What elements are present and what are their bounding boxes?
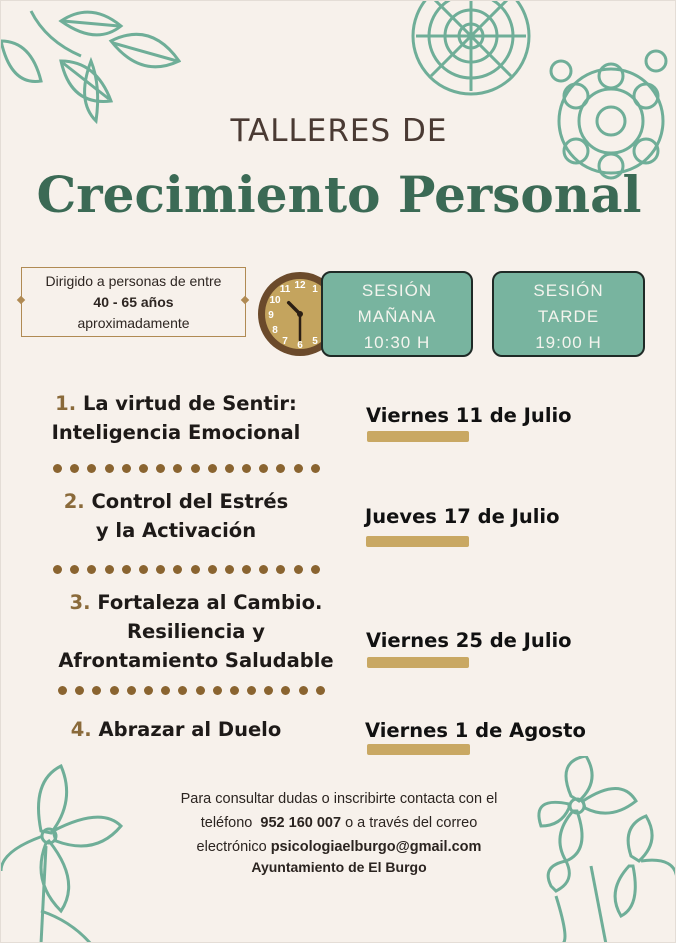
divider-dot <box>299 686 308 695</box>
divider-dot <box>225 464 234 473</box>
divider-dot <box>311 565 320 574</box>
workshop-2-title: 2. Control del Estrés y la Activación <box>63 490 289 542</box>
divider-dot <box>105 565 114 574</box>
workshop-2-date: Jueves 17 de Julio <box>365 505 560 528</box>
divider-dot <box>242 565 251 574</box>
date-underline-2 <box>366 536 469 547</box>
contact-info <box>101 787 577 859</box>
title-line-1: TALLERES DE <box>230 113 448 149</box>
divider-dot <box>144 686 153 695</box>
divider-dot <box>58 686 67 695</box>
divider-dot <box>208 464 217 473</box>
audience-box <box>21 267 246 337</box>
divider-dot <box>242 464 251 473</box>
date-underline-1 <box>367 431 469 442</box>
divider-dot <box>105 464 114 473</box>
divider-dot <box>208 565 217 574</box>
workshop-3-date: Viernes 25 de Julio <box>366 629 572 652</box>
date-underline-4 <box>367 744 470 755</box>
svg-text:5: 5 <box>312 336 318 347</box>
divider-dot <box>281 686 290 695</box>
divider-dot <box>87 464 96 473</box>
session-morning-time: 10:30 H <box>363 333 431 352</box>
divider-dot <box>110 686 119 695</box>
divider-dot <box>196 686 205 695</box>
session-morning-label1: SESIÓN <box>361 281 433 300</box>
divider-dot <box>294 464 303 473</box>
divider-dot <box>139 565 148 574</box>
workshop-3-title: 3. Fortaleza al Cambio. Resiliencia y Afrontamiento Saludable <box>58 591 334 672</box>
divider-dot <box>178 686 187 695</box>
dotted-divider-1 <box>53 464 328 473</box>
divider-dot <box>276 464 285 473</box>
date-underline-3 <box>367 657 469 668</box>
svg-text:6: 6 <box>297 340 303 351</box>
organizer: Ayuntamiento de El Burgo <box>251 859 427 875</box>
divider-dot <box>294 565 303 574</box>
divider-dot <box>213 686 222 695</box>
workshop-4-title: 4. Abrazar al Duelo <box>70 718 282 741</box>
dotted-divider-2 <box>53 565 328 574</box>
divider-dot <box>92 686 101 695</box>
divider-dot <box>122 464 131 473</box>
phone-number: 952 160 007 <box>260 815 342 831</box>
session-morning-label2: MAÑANA <box>357 307 437 326</box>
contact-line-1: Para consultar dudas o inscribirte contacta con el <box>180 791 498 807</box>
session-afternoon <box>492 271 645 357</box>
divider-dot <box>53 565 62 574</box>
svg-text:12: 12 <box>294 280 306 291</box>
divider-dot <box>70 464 79 473</box>
divider-dot <box>70 565 79 574</box>
divider-dot <box>247 686 256 695</box>
svg-text:7: 7 <box>282 336 288 347</box>
session-afternoon-label1: SESIÓN <box>533 281 604 300</box>
divider-dot <box>276 565 285 574</box>
divider-dot <box>87 565 96 574</box>
divider-dot <box>264 686 273 695</box>
audience-line-3: aproximadamente <box>77 315 190 331</box>
svg-text:8: 8 <box>272 325 278 336</box>
session-afternoon-time: 19:00 H <box>535 333 602 352</box>
svg-text:1: 1 <box>312 284 318 295</box>
divider-dot <box>156 565 165 574</box>
session-morning <box>321 271 473 357</box>
divider-dot <box>259 565 268 574</box>
divider-dot <box>316 686 325 695</box>
divider-dot <box>225 565 234 574</box>
workshop-1-title: 1. La virtud de Sentir: Inteligencia Emocional <box>51 392 301 444</box>
audience-line-1: Dirigido a personas de entre <box>45 273 222 289</box>
divider-dot <box>53 464 62 473</box>
workshop-4-date: Viernes 1 de Agosto <box>365 719 586 742</box>
svg-text:11: 11 <box>279 284 291 295</box>
svg-text:10: 10 <box>269 295 281 306</box>
contact-line-3: electrónico psicologiaelburgo@gmail.com <box>196 839 482 855</box>
divider-dot <box>122 565 131 574</box>
divider-dot <box>191 565 200 574</box>
audience-ages: 40 - 65 años <box>93 294 174 310</box>
divider-dot <box>191 464 200 473</box>
divider-dot <box>173 565 182 574</box>
session-afternoon-label2: TARDE <box>537 307 600 326</box>
title-line-2: Crecimiento Personal <box>36 165 642 224</box>
divider-dot <box>156 464 165 473</box>
divider-dot <box>173 464 182 473</box>
contact-line-2: teléfono 952 160 007 o a través del correo <box>200 815 478 831</box>
divider-dot <box>127 686 136 695</box>
divider-dot <box>139 464 148 473</box>
divider-dot <box>230 686 239 695</box>
flower-decoration-top-right <box>386 1 676 191</box>
workshop-1-date: Viernes 11 de Julio <box>366 404 572 427</box>
divider-dot <box>75 686 84 695</box>
divider-dot <box>259 464 268 473</box>
email-address: psicologiaelburgo@gmail.com <box>270 839 482 855</box>
divider-dot <box>311 464 320 473</box>
dotted-divider-3 <box>58 686 333 695</box>
svg-text:9: 9 <box>268 310 274 321</box>
divider-dot <box>161 686 170 695</box>
